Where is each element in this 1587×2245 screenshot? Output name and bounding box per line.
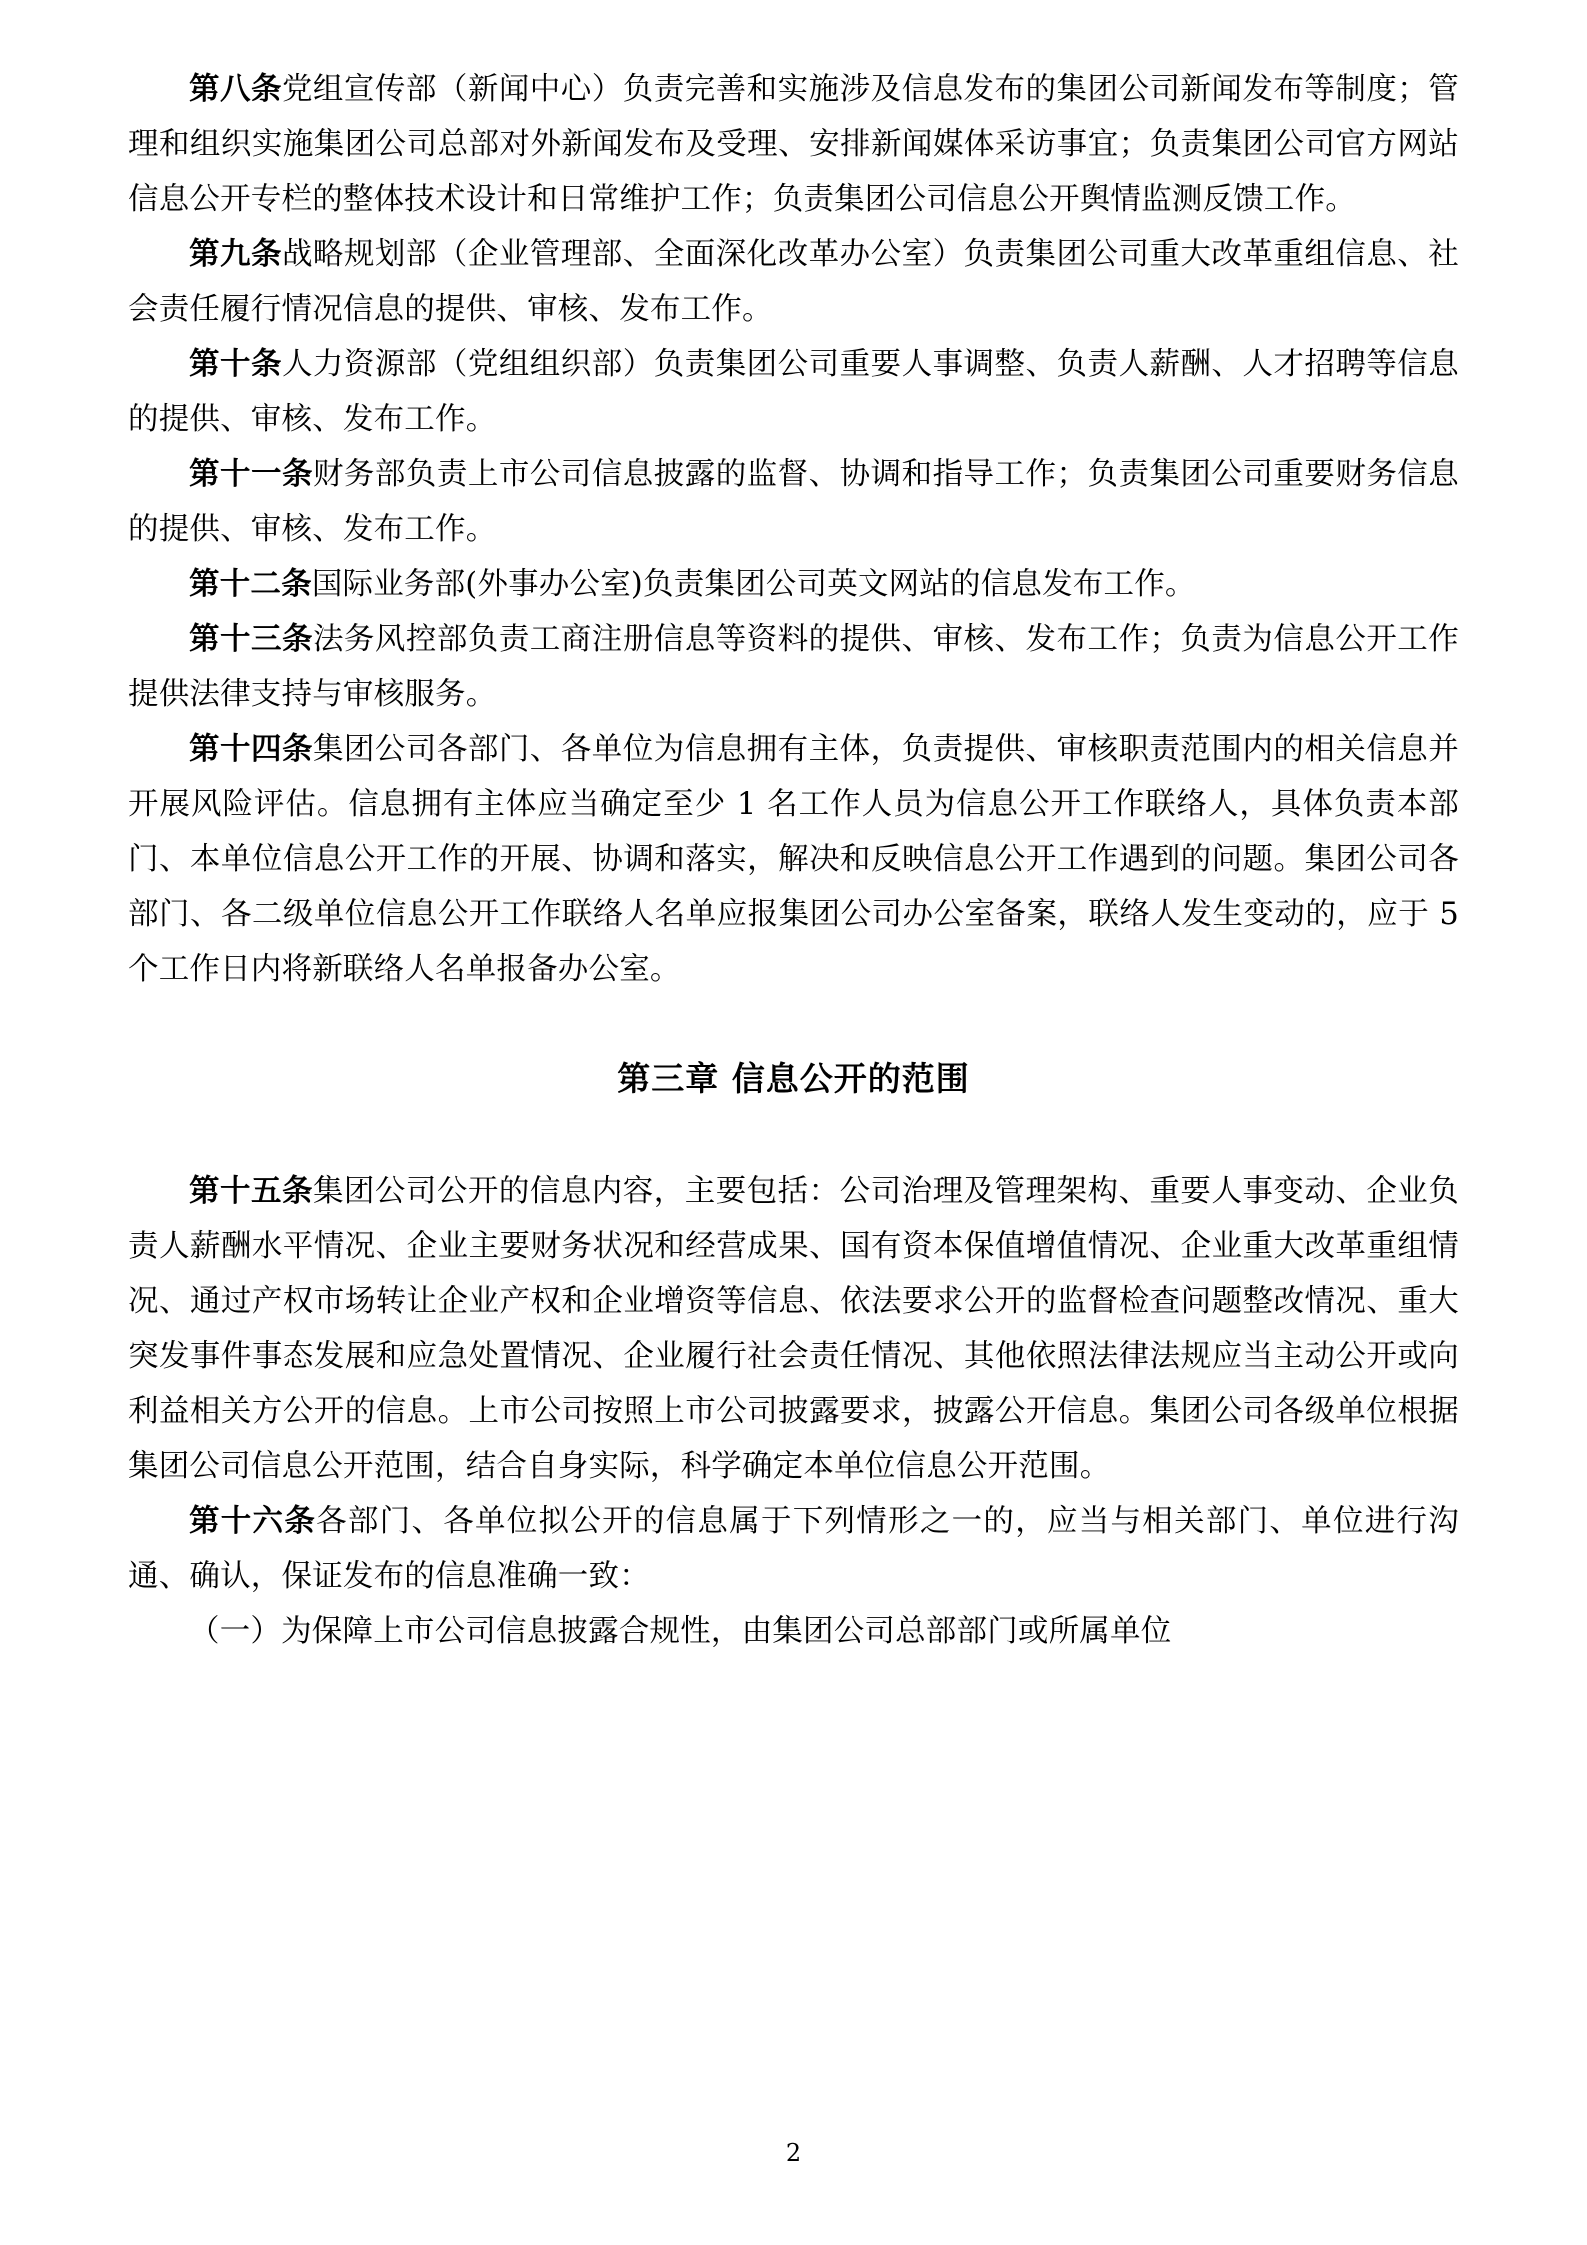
article-text: 财务部负责上市公司信息披露的监督、协调和指导工作；负责集团公司重要财务信息的提供、审核、发布工作。 (128, 457, 1459, 547)
article-label: 第十三条 (189, 621, 313, 657)
spacer (128, 1106, 1459, 1164)
article-text: 法务风控部负责工商注册信息等资料的提供、审核、发布工作；负责为信息公开工作提供法律支持与审核服务。 (128, 622, 1459, 712)
article-paragraph (128, 227, 1459, 337)
article-text: 集团公司各部门、各单位为信息拥有主体，负责提供、审核职责范围内的相关信息并开展风险评估。信息拥有主体应当确定至少 1 名工作人员为信息公开工作联络人，具体负责本部门、本单位信息公开工作的开展、协调和落实，解决和反映信息公开工作遇到的问题。集团公司各部门、各二级单位信息公开工作联络人名单应报集团公司办公室备案，联络人发生变动的，应于 5 个工作日内将新联络人名单报备办公室。 (128, 732, 1459, 987)
article-text: 各部门、各单位拟公开的信息属于下列情形之一的，应当与相关部门、单位进行沟通、确认，保证发布的信息准确一致： (128, 1504, 1459, 1594)
chapter-heading: 第三章 信息公开的范围 (617, 1059, 970, 1098)
spacer (128, 997, 1459, 1051)
page-number: 2 (785, 2139, 802, 2167)
article-paragraph (128, 337, 1459, 447)
article-label: 第十二条 (189, 566, 312, 602)
article-paragraph (128, 62, 1459, 227)
article-paragraph (128, 447, 1459, 557)
article-label: 第十五条 (189, 1173, 313, 1209)
article-text: 国际业务部(外事办公室)负责集团公司英文网站的信息发布工作。 (311, 567, 1196, 602)
article-paragraph (128, 1164, 1459, 1494)
article-paragraph (128, 557, 1459, 612)
document-body-continued (128, 1164, 1459, 1659)
article-paragraph (128, 722, 1459, 997)
article-paragraph (128, 1494, 1459, 1604)
article-label: 第十四条 (189, 731, 313, 767)
article-text: 人力资源部（党组组织部）负责集团公司重要人事调整、负责人薪酬、人才招聘等信息的提供、审核、发布工作。 (128, 347, 1459, 437)
list-item (128, 1604, 1459, 1659)
article-label: 第十条 (189, 346, 282, 382)
article-label: 第十一条 (189, 456, 313, 492)
list-item-text: （一）为保障上市公司信息披露合规性，由集团公司总部部门或所属单位 (189, 1614, 1172, 1649)
article-label: 第八条 (189, 71, 282, 107)
article-label: 第九条 (189, 236, 282, 272)
document-body (128, 62, 1459, 997)
article-text: 战略规划部（企业管理部、全面深化改革办公室）负责集团公司重大改革重组信息、社会责任履行情况信息的提供、审核、发布工作。 (128, 237, 1459, 327)
article-text: 党组宣传部（新闻中心）负责完善和实施涉及信息发布的集团公司新闻发布等制度；管理和组织实施集团公司总部对外新闻发布及受理、安排新闻媒体采访事宜；负责集团公司官方网站信息公开专栏的整体技术设计和日常维护工作；负责集团公司信息公开舆情监测反馈工作。 (128, 72, 1459, 217)
article-label: 第十六条 (189, 1503, 317, 1539)
article-text: 集团公司公开的信息内容，主要包括：公司治理及管理架构、重要人事变动、企业负责人薪酬水平情况、企业主要财务状况和经营成果、国有资本保值增值情况、企业重大改革重组情况、通过产权市场转让企业产权和企业增资等信息、依法要求公开的监督检查问题整改情况、重大突发事件事态发展和应急处置情况、企业履行社会责任情况、其他依照法律法规应当主动公开或向利益相关方公开的信息。上市公司按照上市公司披露要求，披露公开信息。集团公司各级单位根据集团公司信息公开范围，结合自身实际，科学确定本单位信息公开范围。 (128, 1174, 1459, 1484)
article-paragraph (128, 612, 1459, 722)
